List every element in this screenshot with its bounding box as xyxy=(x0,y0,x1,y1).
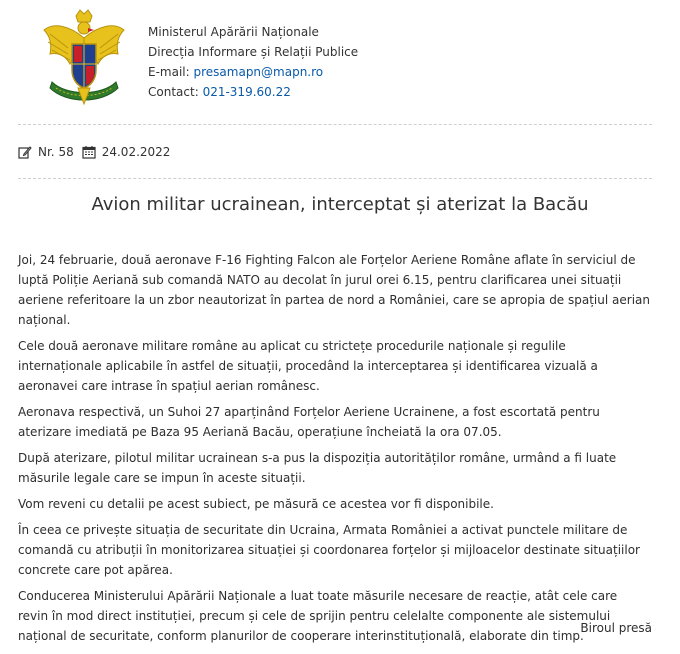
paragraph: Joi, 24 februarie, două aeronave F-16 Fighting Falcon ale Forțelor Aeriene Române aflate în serviciul de luptă Poliție Aeriană sub comandă NATO au decolat în jurul orei 6.15, pentru clarificarea unei situații aeriene referitoare la un zbor neautorizat în partea de nord a României, care se apropia de spațiul aerian național. xyxy=(18,253,650,327)
email-link[interactable]: presamapn@mapn.ro xyxy=(193,65,324,79)
email-line xyxy=(148,62,358,82)
paragraph: În ceea ce privește situația de securitate din Ucraina, Armata României a activat punctele militare de comandă cu atribuții în monitorizarea situației și coordonarea forțelor și mijloacelor destinate situațiilor concrete care pot apărea. xyxy=(18,523,640,577)
directorate-name: Direcția Informare și Relații Publice xyxy=(148,45,359,59)
signature: Biroul presă xyxy=(580,621,652,635)
ministry-name: Ministerul Apărării Naționale xyxy=(148,25,319,39)
paragraph: Cele două aeronave militare române au aplicat cu strictețe procedurile naționale și regulile internaționale aplicabile în astfel de situații, procedând la interceptarea și identificarea vizuală a aeronavei care intrase în spațiul aerian românesc. xyxy=(18,339,598,393)
meta-row xyxy=(18,142,170,162)
paragraph: Vom reveni cu detalii pe acest subiect, pe măsură ce acestea vor fi disponibile. xyxy=(18,497,494,511)
article-body xyxy=(18,250,650,652)
divider xyxy=(18,124,652,125)
calendar-icon xyxy=(82,145,96,159)
contact-line xyxy=(148,82,358,102)
release-number: Nr. 58 xyxy=(38,145,74,159)
ministry-crest-eagle-icon xyxy=(40,8,128,110)
paragraph: După aterizare, pilotul militar ucrainean s-a pus la dispoziția autorităților române, urmând a fi luate măsurile legale care se impun în aceste situații. xyxy=(18,451,617,485)
paragraph: Conducerea Ministerului Apărării Naționale a luat toate măsurile necesare de reacție, atât cele care revin în mod direct instituției, precum și cele de sprijin pentru celelalte componente ale sistemului național de securitate, conform planurilor de cooperare interinstituțională, elaborate din timp. xyxy=(18,589,618,643)
header xyxy=(0,0,680,120)
contact-block xyxy=(148,22,358,102)
contact-label: Contact: xyxy=(148,85,199,99)
email-label: E-mail: xyxy=(148,65,190,79)
paragraph: Aeronava respectivă, un Suhoi 27 aparținând Forțelor Aeriene Ucrainene, a fost escortată pentru aterizare imediată pe Baza 95 Aeriană Bacău, operațiune încheiată la ora 07.05. xyxy=(18,405,600,439)
article-title: Avion militar ucrainean, interceptat și aterizat la Bacău xyxy=(91,194,589,215)
phone-link[interactable]: 021-319.60.22 xyxy=(202,85,291,99)
divider xyxy=(18,178,652,179)
edit-icon xyxy=(18,145,32,159)
release-date: 24.02.2022 xyxy=(101,145,171,159)
